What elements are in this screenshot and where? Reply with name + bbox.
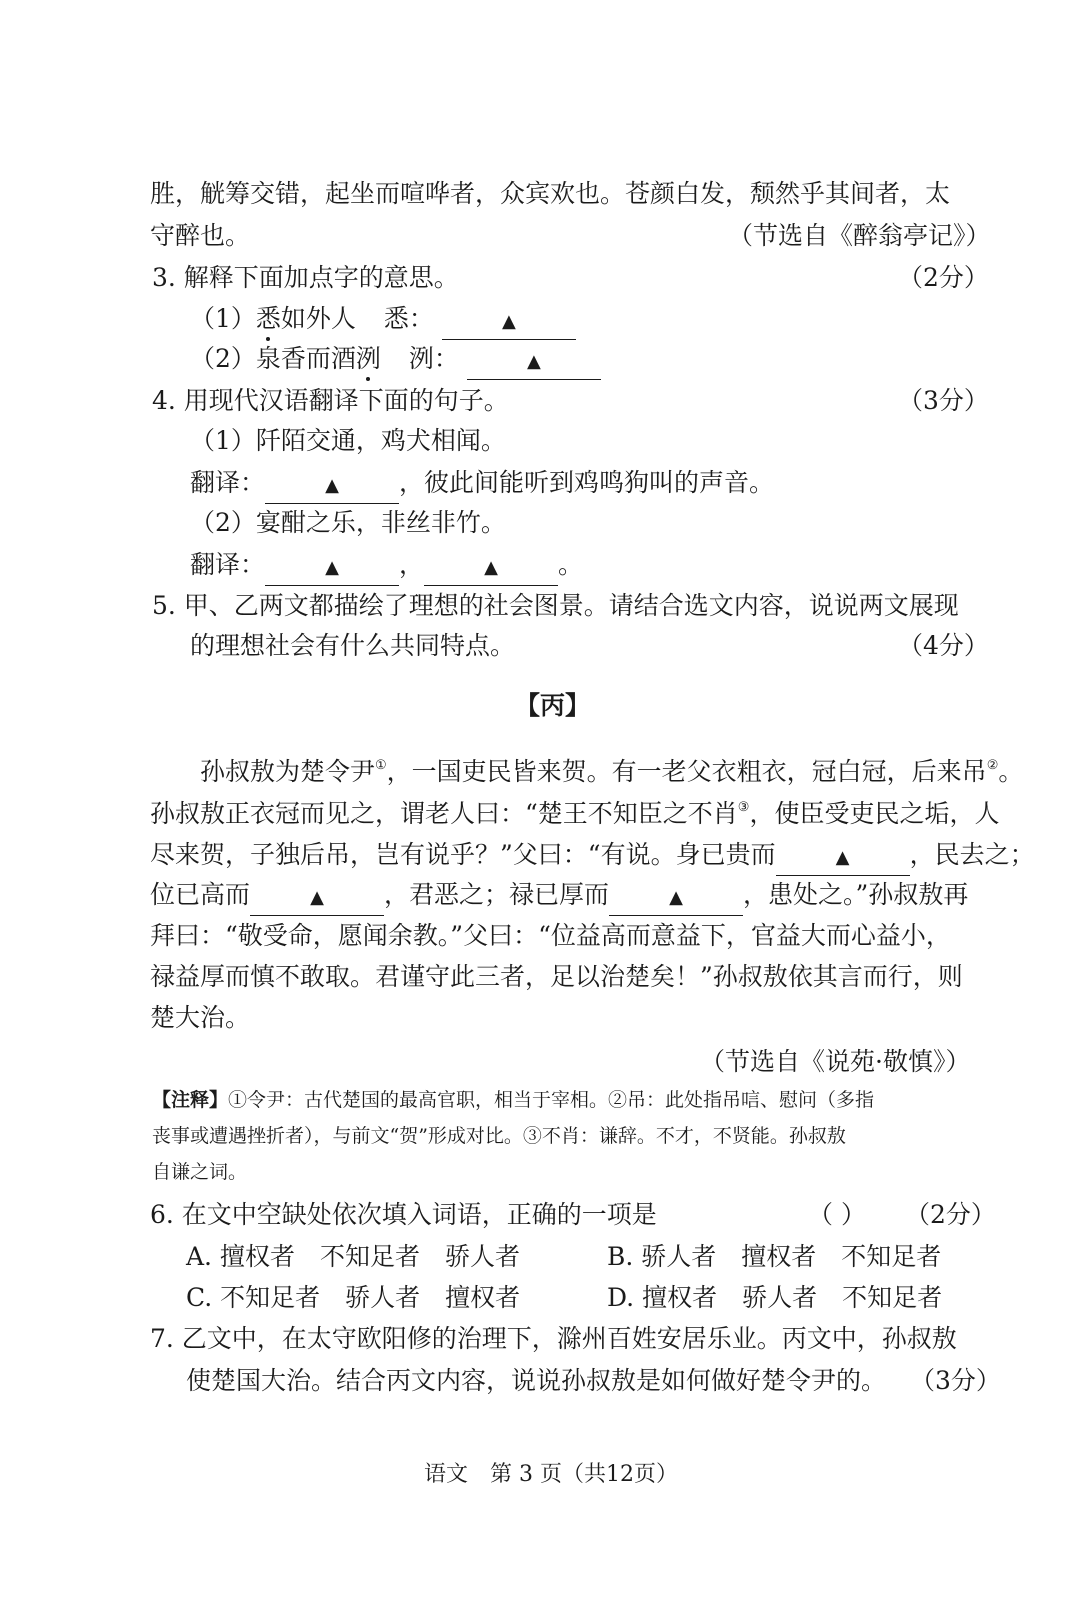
source-citation: （节选自《说苑·敬慎》） (700, 1047, 971, 1076)
footnote-marker: ② (986, 758, 999, 773)
triangle-marker-icon: ▲ (835, 847, 850, 868)
question-4-translation-1: 翻译： ▲ ，彼此间能听到鸡鸣狗叫的声音。 (190, 466, 774, 504)
question-5-score: （4分） (898, 631, 989, 660)
answer-blank[interactable] (265, 466, 399, 504)
question-7-score: （3分） (910, 1366, 1001, 1395)
question-4-stem: 4. 用现代汉语翻译下面的句子。 (152, 386, 509, 415)
answer-blank[interactable] (609, 878, 743, 916)
question-6-score: （2分） (905, 1200, 996, 1229)
passage-line: 拜曰：“敬受命，愿闻余教。”父曰：“位益高而意益下，官益大而心益小， (150, 921, 951, 950)
passage-line: 位已高而 ▲ ，君恶之；禄已厚而 ▲ ，患处之。”孙叔敖再 (150, 878, 968, 916)
question-7-line: 7. 乙文中，在太守欧阳修的治理下，滁州百姓安居乐业。丙文中，孙叔敖 (150, 1324, 957, 1353)
passage-line: 孙叔敖正衣冠而见之，谓老人曰：“楚王不知臣之不肖③，使臣受吏民之垢，人 (150, 799, 1000, 828)
triangle-marker-icon: ▲ (325, 475, 339, 496)
annotation-line: 丧事或遭遇挫折者），与前文“贺”形成对比。③不肖：谦辞。不才，不贤能。孙叔敖 (152, 1125, 846, 1147)
triangle-marker-icon: ▲ (310, 887, 324, 908)
passage-line: 尽来贺，子独后吊，岂有说乎？”父曰：“有说。身已贵而 ▲ ，民去之； (150, 838, 1035, 876)
answer-blank[interactable] (776, 838, 910, 876)
question-3-item-2: （2）泉香而酒洌 洌： ▲ (190, 342, 601, 380)
answer-blank[interactable] (265, 548, 399, 586)
annotation-label: 【注释】 (152, 1089, 229, 1111)
question-3-stem: 3. 解释下面加点字的意思。 (152, 263, 459, 292)
triangle-marker-icon: ▲ (669, 887, 683, 908)
question-5-line: 的理想社会有什么共同特点。 (190, 631, 516, 660)
annotation-line: 自谦之词。 (152, 1161, 248, 1183)
answer-bracket[interactable]: （ ） (808, 1200, 866, 1229)
question-5-line: 5. 甲、乙两文都描绘了理想的社会图景。请结合选文内容，说说两文展现 (152, 591, 959, 620)
option-a[interactable]: A. 擅权者 不知足者 骄人者 (186, 1242, 520, 1271)
question-4-sentence-1: （1）阡陌交通，鸡犬相闻。 (190, 426, 506, 455)
question-3-score: （2分） (898, 263, 989, 292)
footnote-marker: ③ (737, 800, 750, 815)
triangle-marker-icon: ▲ (484, 557, 498, 578)
footnote-marker: ① (375, 758, 387, 773)
passage-line: 楚大治。 (150, 1003, 251, 1032)
passage-line: 胜，觥筹交错，起坐而喧哗者，众宾欢也。苍颜白发，颓然乎其间者，太 (150, 179, 951, 208)
section-heading: 【丙】 (515, 691, 591, 720)
emphasis-dot-char: 悉 (256, 302, 281, 336)
source-citation: （节选自《醉翁亭记》） (728, 221, 991, 250)
option-b[interactable]: B. 骄人者 擅权者 不知足者 (607, 1242, 942, 1271)
answer-blank[interactable] (442, 302, 576, 340)
page-footer: 语文 第 3 页（共12页） (424, 1462, 678, 1487)
answer-blank[interactable] (424, 548, 558, 586)
question-4-score: （3分） (898, 386, 989, 415)
question-3-item-1: （1）悉如外人 悉： ▲ (190, 302, 576, 340)
triangle-marker-icon: ▲ (325, 557, 339, 578)
triangle-marker-icon: ▲ (526, 351, 541, 372)
question-7-line: 使楚国大治。结合丙文内容，说说孙叔敖是如何做好楚令尹的。 (186, 1366, 887, 1395)
annotation-line: 【注释】①令尹：古代楚国的最高官职，相当于宰相。②吊：此处指吊唁、慰问（多指 (152, 1089, 875, 1111)
emphasis-dot-char: 洌 (356, 342, 381, 376)
triangle-marker-icon: ▲ (501, 311, 516, 332)
question-4-translation-2: 翻译： ▲ ， ▲ 。 (190, 548, 583, 586)
answer-blank[interactable] (467, 342, 601, 380)
option-c[interactable]: C. 不知足者 骄人者 擅权者 (186, 1283, 521, 1312)
question-6-stem: 6. 在文中空缺处依次填入词语，正确的一项是 (150, 1200, 657, 1229)
option-d[interactable]: D. 擅权者 骄人者 不知足者 (607, 1283, 943, 1312)
answer-blank[interactable] (250, 878, 384, 916)
question-4-sentence-2: （2）宴酣之乐，非丝非竹。 (190, 508, 506, 537)
passage-line: 禄益厚而慎不敢取。君谨守此三者，足以治楚矣！”孙叔敖依其言而行，则 (150, 962, 963, 991)
passage-line: 守醉也。 (150, 221, 251, 250)
passage-line: 孙叔敖为楚令尹①，一国吏民皆来贺。有一老父衣粗衣，冠白冠，后来吊②。 (200, 757, 1024, 786)
